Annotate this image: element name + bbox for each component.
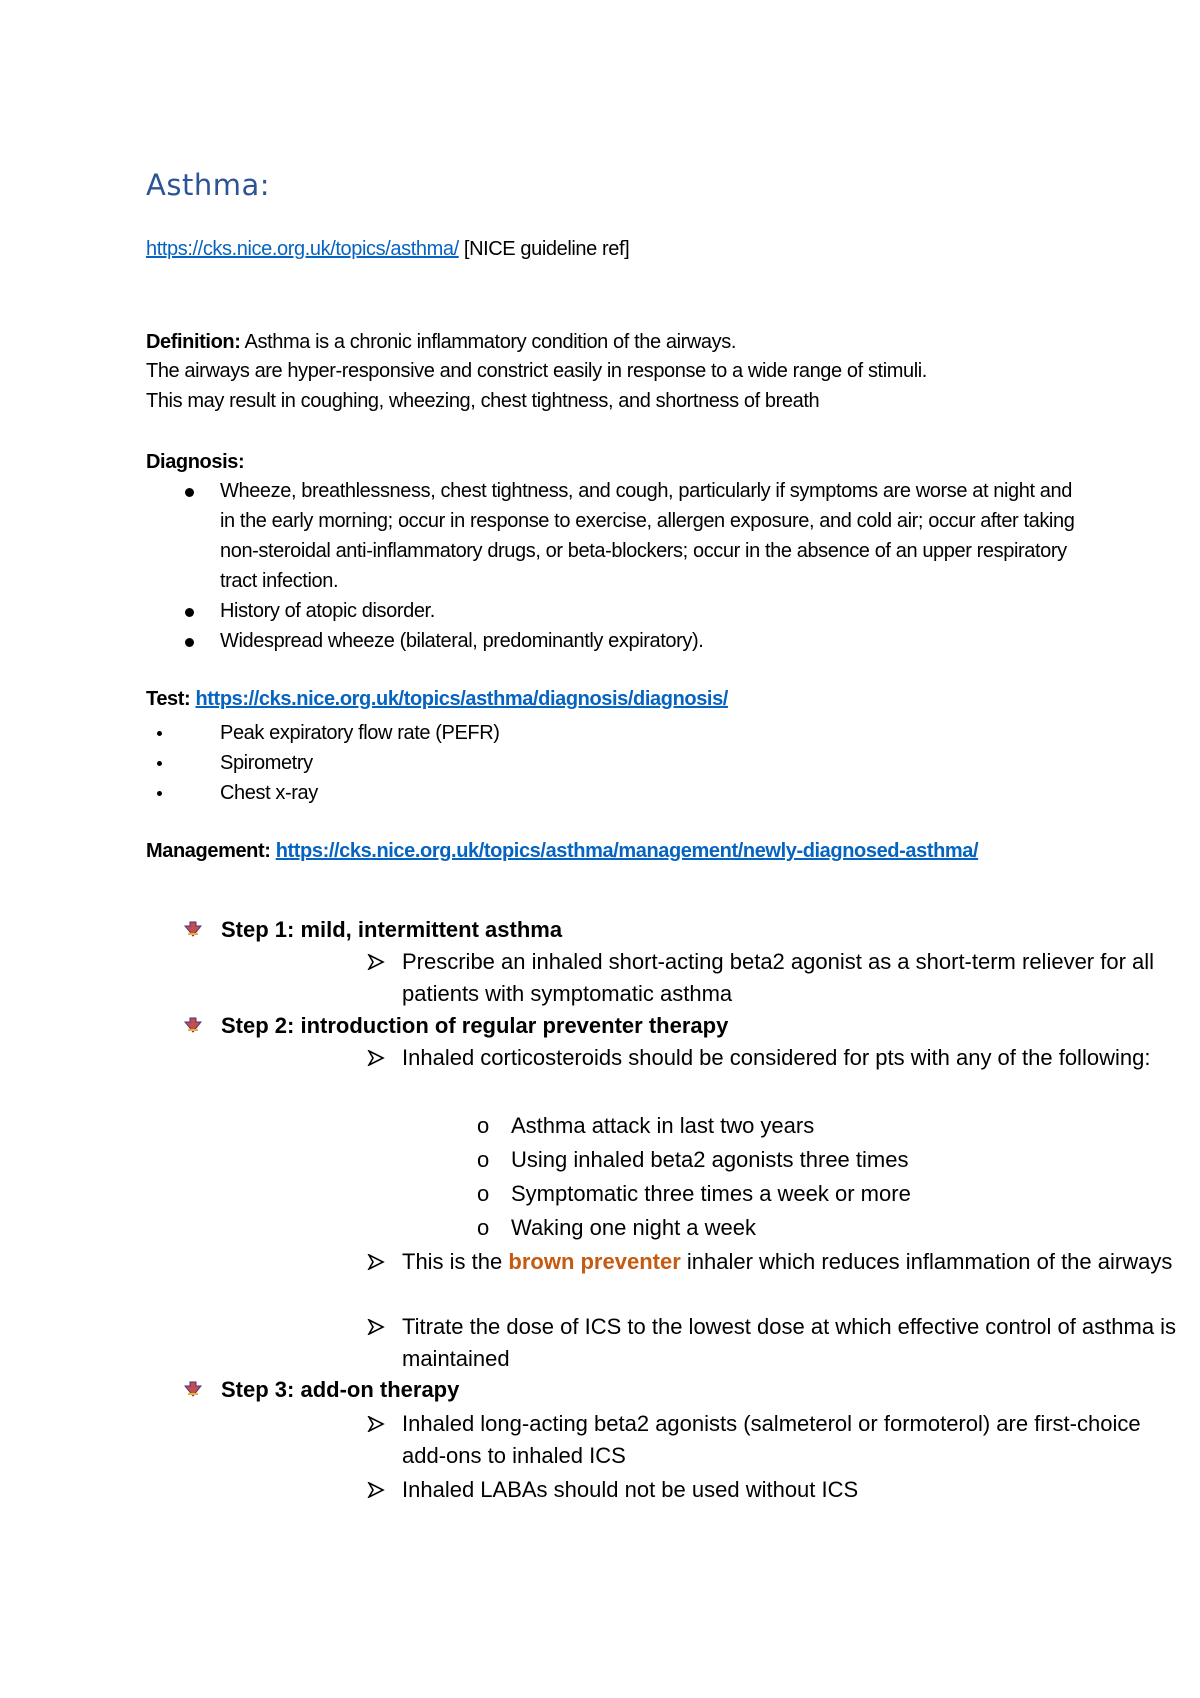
definition-label: Definition: xyxy=(146,331,241,353)
step-3-point-2-text: Inhaled LABAs should not be used without ICS xyxy=(402,1477,859,1502)
test-item-text: Chest x-ray xyxy=(220,782,318,804)
reference-note: [NICE guideline ref] xyxy=(463,238,630,260)
definition-line-2: The airways are hyper-responsive and constrict easily in response to a wide range of stimuli. xyxy=(146,360,927,382)
diagnosis-item-text: Wheeze, breathlessness, chest tightness, and cough, particularly if symptoms are worse at night and in the early morning; occur in response to exercise, allergen exposure, and cold air; occur after taking non-steroidal anti-inflammatory drugs, or beta-blockers; occur in the absence of an upper respiratory tract infection. xyxy=(220,480,1075,592)
circle-bullet-icon: o xyxy=(477,1113,490,1138)
reference-line xyxy=(146,238,629,261)
step-2-subpoint: Asthma attack in last two years xyxy=(511,1113,815,1138)
step-1-point-1 xyxy=(402,946,1200,1010)
list-item xyxy=(477,1212,756,1244)
definition-line-1 xyxy=(146,331,736,354)
bullet-dot-icon xyxy=(157,761,162,766)
list-item xyxy=(146,476,1086,596)
list-item xyxy=(146,596,1086,626)
step-2-title: Step 2: introduction of regular preventer therapy xyxy=(221,1013,729,1038)
bullet-dot-icon xyxy=(157,791,162,796)
test-line xyxy=(146,688,728,711)
brown-preventer-highlight: brown preventer xyxy=(508,1249,681,1274)
test-diagnosis-link[interactable]: https://cks.nice.org.uk/topics/asthma/diagnosis/diagnosis/ xyxy=(195,688,728,710)
circle-bullet-icon: o xyxy=(477,1147,490,1172)
list-item xyxy=(146,626,1086,656)
step-2-point-2 xyxy=(402,1246,1192,1278)
step-2-point-3-text: Titrate the dose of ICS to the lowest dose at which effective control of asthma is maintained xyxy=(402,1314,1177,1371)
list-item xyxy=(477,1178,911,1210)
step-3-point-1 xyxy=(402,1408,1182,1472)
bullet-dot-icon xyxy=(185,608,194,617)
bullet-dot-icon xyxy=(185,638,194,647)
arrowhead-bullet-icon xyxy=(367,1050,385,1066)
diagnosis-item-text: History of atopic disorder. xyxy=(220,600,435,622)
diagnosis-label: Diagnosis: xyxy=(146,451,245,473)
nice-reference-link[interactable]: https://cks.nice.org.uk/topics/asthma/ xyxy=(146,238,459,260)
arrowhead-bullet-icon xyxy=(367,1254,385,1270)
list-item xyxy=(477,1144,909,1176)
page-title: Asthma: xyxy=(146,168,270,202)
step-1-title: Step 1: mild, intermittent asthma xyxy=(221,917,563,942)
arrow-down-bullet-icon xyxy=(184,1381,202,1397)
step-2-subpoint: Using inhaled beta2 agonists three times xyxy=(511,1147,909,1172)
test-item-text: Peak expiratory flow rate (PEFR) xyxy=(220,722,500,744)
list-item xyxy=(146,778,500,808)
diagnosis-item-text: Widespread wheeze (bilateral, predominantly expiratory). xyxy=(220,630,704,652)
step-2-point-text: Inhaled corticosteroids should be considered for pts with any of the following: xyxy=(402,1045,1151,1070)
test-item-text: Spirometry xyxy=(220,752,313,774)
step-3-point-2 xyxy=(402,1474,1182,1506)
step-3-point-1-text: Inhaled long-acting beta2 agonists (salmeterol or formoterol) are first-choice add-ons to inhaled ICS xyxy=(402,1411,1141,1468)
bullet-dot-icon xyxy=(157,731,162,736)
step-1-point-text: Prescribe an inhaled short-acting beta2 agonist as a short-term reliever for all patients with symptomatic asthma xyxy=(402,949,1155,1006)
definition-line-3: This may result in coughing, wheezing, chest tightness, and shortness of breath xyxy=(146,390,820,412)
management-link[interactable]: https://cks.nice.org.uk/topics/asthma/management/newly-diagnosed-asthma/ xyxy=(275,840,979,862)
step-2-point-1 xyxy=(402,1042,1182,1074)
bullet-dot-icon xyxy=(185,488,194,497)
step-2-point-2-post: inhaler which reduces inflammation of the airways xyxy=(686,1249,1173,1274)
arrow-down-bullet-icon xyxy=(184,921,202,937)
step-2-subpoint: Waking one night a week xyxy=(511,1215,756,1240)
circle-bullet-icon: o xyxy=(477,1181,490,1206)
definition-text-1: Asthma is a chronic inflammatory condition of the airways. xyxy=(244,331,736,353)
step-2-subpoint: Symptomatic three times a week or more xyxy=(511,1181,911,1206)
list-item xyxy=(146,748,500,778)
arrowhead-bullet-icon xyxy=(367,954,385,970)
management-line xyxy=(146,836,1046,866)
arrowhead-bullet-icon xyxy=(367,1416,385,1432)
test-label: Test: xyxy=(146,688,191,710)
test-list xyxy=(146,718,500,808)
arrow-down-bullet-icon xyxy=(184,1017,202,1033)
circle-bullet-icon: o xyxy=(477,1215,490,1240)
arrowhead-bullet-icon xyxy=(367,1319,385,1335)
step-3-title: Step 3: add-on therapy xyxy=(221,1377,460,1402)
diagnosis-list xyxy=(146,476,1086,656)
list-item xyxy=(477,1110,815,1142)
management-label: Management: xyxy=(146,840,271,862)
step-2-point-3 xyxy=(402,1311,1192,1375)
step-2-point-2-pre: This is the xyxy=(402,1249,503,1274)
arrowhead-bullet-icon xyxy=(367,1482,385,1498)
list-item xyxy=(146,718,500,748)
